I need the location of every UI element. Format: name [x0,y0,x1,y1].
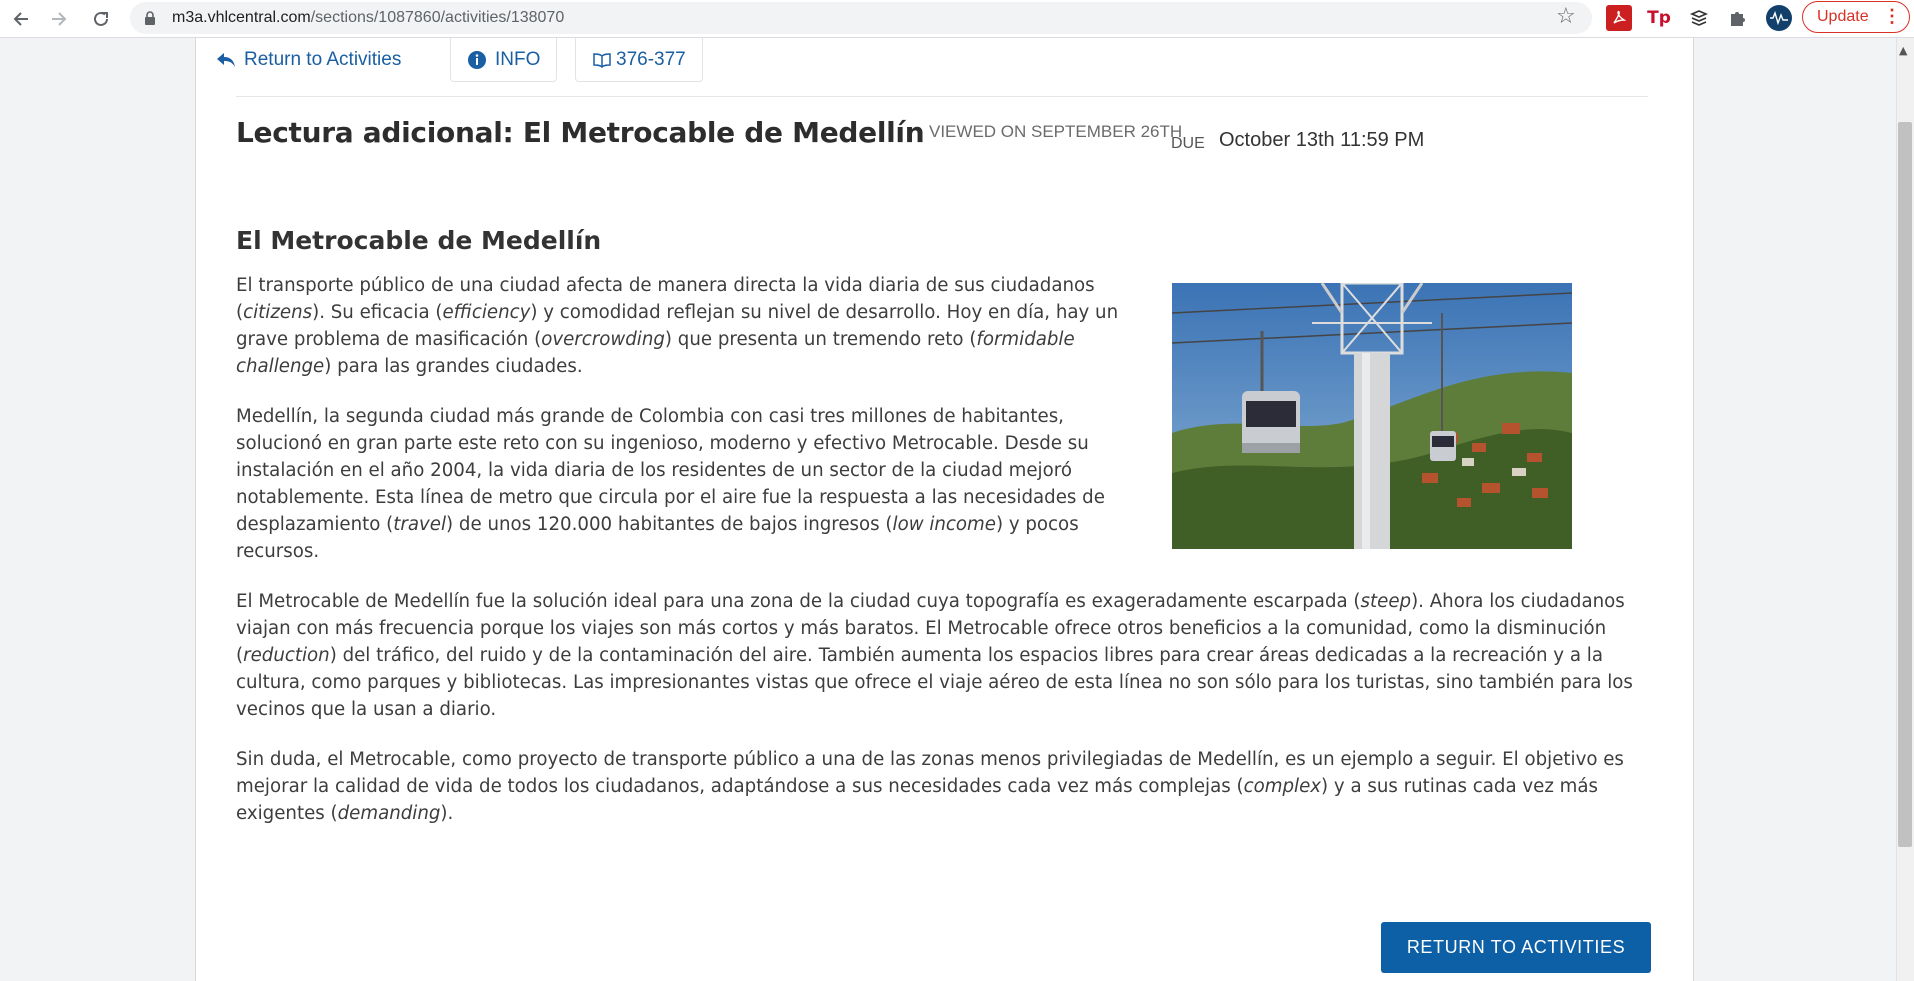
text-run: ) de unos 120.000 habitantes de bajos ingresos ( [446,514,893,535]
activity-title: Lectura adicional: El Metrocable de Medellín [236,116,925,149]
open-book-icon [592,52,612,68]
profile-avatar-icon[interactable] [1766,5,1792,31]
metrocable-photo [1172,283,1572,549]
textbook-pages-button[interactable]: 376-377 [575,38,703,82]
activity-card [195,38,1694,981]
text-run: ). [440,803,454,824]
text-run: ). Su eficacia ( [312,302,443,323]
kebab-menu-icon[interactable]: ⋮ [1883,6,1901,26]
viewed-status: VIEWED ON SEPTEMBER 26TH [929,122,1183,141]
text-run: Medellín, la segunda ciudad más grande de Colombia con casi tres millones de habitantes, solucionó en gran parte este reto con su ingenioso, moderno y efectivo Metrocable. Desde su instalación en el año 2004, la vida diaria de los residentes de un sector de la ciudad mejoró notablemente. Esta línea de metro que circula por el aire fue la respuesta a las necesidades de desplazamiento ( [236,406,1105,535]
glossed-term: formidable challenge [236,329,1075,377]
text-run: Sin duda, el Metrocable, como proyecto de transporte público a una de las zonas menos privilegiadas de Medellín, es un ejemplo a seguir. El objetivo es mejorar la calidad de vida de todos los ciudadanos, adaptándose a sus necesidades cada vez más complejas ( [236,749,1624,797]
reading-heading: El Metrocable de Medellín [236,226,602,255]
glossed-term: low income [892,514,996,535]
glossed-term: demanding [337,803,441,824]
return-to-activities-link[interactable]: Return to Activities [216,38,401,82]
text-run: ) para las grandes ciudades. [324,356,583,377]
update-button[interactable]: Update ⋮ [1802,1,1910,33]
glossed-term: overcrowding [541,329,665,350]
text-run: El Metrocable de Medellín fue la solución ideal para una zona de la ciudad cuya topografía es exageradamente escarpada ( [236,591,1361,612]
reload-icon[interactable] [86,4,116,34]
glossed-term: reduction [243,645,330,666]
glossed-term: travel [393,514,447,535]
layers-extension-icon[interactable] [1686,5,1712,31]
browser-toolbar [0,0,1914,38]
pdf-extension-icon[interactable] [1606,5,1632,31]
divider [236,96,1648,97]
glossed-term: efficiency [442,302,531,323]
glossed-term: complex [1243,776,1322,797]
info-button[interactable]: INFO [450,38,557,82]
text-run: ) del tráfico, del ruido y de la contaminación del aire. También aumenta los espacios libres para crear áreas dedicadas a la recreación y a la cultura, como parques y bibliotecas. Las impresionantes vistas que ofrece el viaje aéreo de esta línea no son sólo para los turistas, sino también para los vecinos que la usan a diario. [236,645,1633,720]
scroll-up-arrow-icon[interactable]: ▲ [1899,44,1908,57]
text-run: ). Ahora los ciudadanos viajan con más frecuencia porque los viajes son más cortos y más baratos. El Metrocable ofrece otros beneficios a la comunidad, como la disminución ( [236,591,1625,666]
text-run: El transporte público de una ciudad afecta de manera directa la vida diaria de sus ciudadanos ( [236,275,1095,323]
text-run: ) y comodidad reflejan su nivel de desarrollo. Hoy en día, hay un grave problema de masificación ( [236,302,1119,350]
back-arrow-icon[interactable] [6,4,36,34]
return-to-activities-button[interactable]: RETURN TO ACTIVITIES [1381,922,1651,973]
reading-body [236,272,1636,850]
forward-arrow-icon[interactable] [44,4,74,34]
url-text: m3a.vhlcentral.com/sections/1087860/activities/138070 [172,9,565,26]
paragraph-4 [236,746,1636,827]
reply-arrow-icon [216,52,236,68]
glossed-term: citizens [243,302,313,323]
paragraph-3 [236,588,1636,723]
info-icon [467,50,487,70]
lock-icon [144,11,156,25]
text-run: ) que presenta un tremendo reto ( [664,329,977,350]
star-icon[interactable]: ☆ [1556,4,1576,29]
text-run: ) y pocos recursos. [236,514,1079,562]
puzzle-extensions-icon[interactable] [1724,5,1750,31]
due-date: October 13th 11:59 PM [1219,129,1425,151]
address-bar[interactable] [130,2,1592,34]
scrollbar-thumb[interactable] [1898,122,1912,847]
tp-extension-icon[interactable]: Tp [1647,8,1671,28]
activity-toolbar [196,38,1693,98]
glossed-term: steep [1360,591,1412,612]
due-label: DUE [1171,135,1205,152]
text-run: ) y a sus rutinas cada vez más exigentes ( [236,776,1598,824]
